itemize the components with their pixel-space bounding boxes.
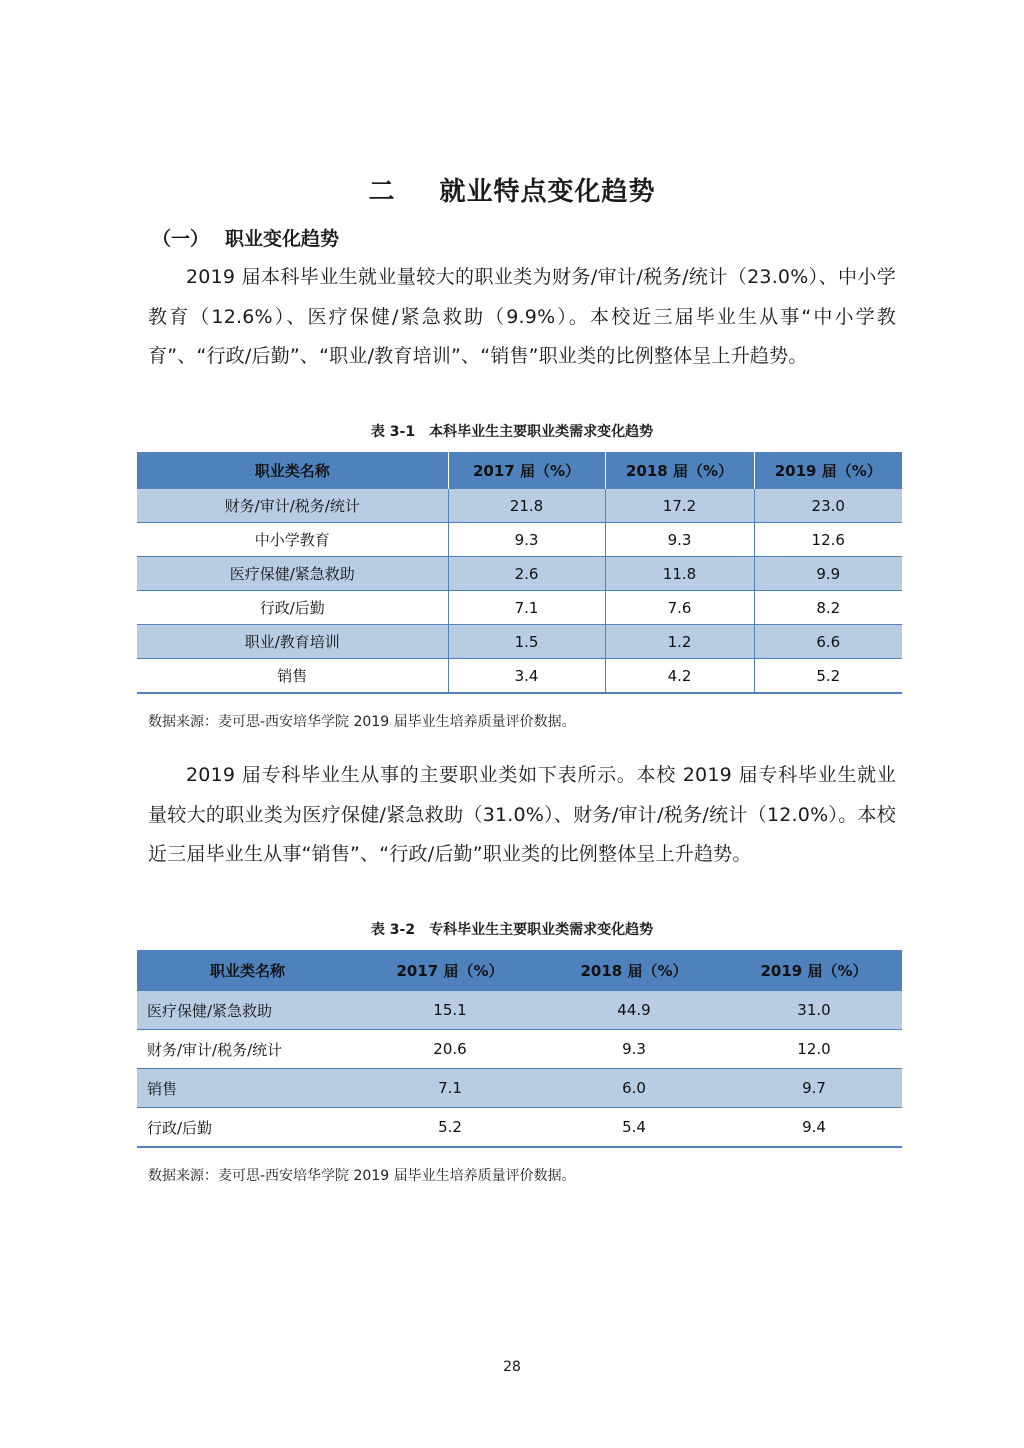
table-header-row [137,452,902,489]
table1-data-source: 数据来源：麦可思-西安培华学院 2019 届毕业生培养质量评价数据。 [148,714,576,730]
value-cell: 1.5 [448,625,605,659]
value-cell: 15.1 [358,991,542,1030]
value-cell: 3.4 [448,659,605,694]
value-cell: 9.7 [726,1069,902,1108]
value-cell: 44.9 [542,991,726,1030]
column-header: 2019 届（%） [726,950,902,991]
column-header: 2018 届（%） [605,452,754,489]
table-row [137,557,902,591]
table-row [137,1069,902,1108]
value-cell: 7.6 [605,591,754,625]
value-cell: 9.3 [605,523,754,557]
value-cell: 12.0 [726,1030,902,1069]
table-row [137,1030,902,1069]
value-cell: 31.0 [726,991,902,1030]
table-row [137,489,902,523]
chapter-heading [0,172,1024,212]
table-row [137,591,902,625]
table1-caption [0,422,1024,442]
paragraph-associate: 2019 届专科毕业生从事的主要职业类如下表所示。本校 2019 届专科毕业生就业量较大的职业类为医疗保健/紧急救助（31.0%）、财务/审计/税务/统计（12.0%）。本校近三届毕业生从事“销售”、“行政/后勤”职业类的比例整体呈上升趋势。 [148,764,896,865]
occupation-cell: 职业/教育培训 [137,625,448,659]
value-cell: 9.3 [542,1030,726,1069]
value-cell: 9.4 [726,1108,902,1148]
value-cell: 7.1 [358,1069,542,1108]
column-header: 职业类名称 [137,452,448,489]
chapter-number: 二 [368,177,396,207]
value-cell: 12.6 [754,523,902,557]
occupation-cell: 中小学教育 [137,523,448,557]
page-number: 28 [503,1359,521,1375]
section-title: 职业变化趋势 [225,228,340,250]
value-cell: 17.2 [605,489,754,523]
table2-caption-number: 表 3-2 [370,922,416,938]
occupation-cell: 行政/后勤 [137,1108,358,1148]
value-cell: 6.0 [542,1069,726,1108]
table-row [137,659,902,694]
column-header: 2019 届（%） [754,452,902,489]
value-cell: 8.2 [754,591,902,625]
value-cell: 2.6 [448,557,605,591]
table-associate-occupations [137,950,902,1148]
occupation-cell: 财务/审计/税务/统计 [137,1030,358,1069]
section-number: （一） [152,228,210,250]
value-cell: 23.0 [754,489,902,523]
table-row [137,625,902,659]
table-header-row [137,950,902,991]
occupation-cell: 行政/后勤 [137,591,448,625]
value-cell: 1.2 [605,625,754,659]
value-cell: 5.2 [358,1108,542,1148]
value-cell: 5.2 [754,659,902,694]
column-header: 职业类名称 [137,950,358,991]
value-cell: 9.3 [448,523,605,557]
table-undergraduate-occupations [137,452,902,694]
table2-data-source: 数据来源：麦可思-西安培华学院 2019 届毕业生培养质量评价数据。 [148,1168,576,1184]
value-cell: 5.4 [542,1108,726,1148]
table1-caption-number: 表 3-1 [370,424,416,440]
table2-caption-title: 专科毕业生主要职业类需求变化趋势 [429,922,654,938]
occupation-cell: 医疗保健/紧急救助 [137,557,448,591]
value-cell: 6.6 [754,625,902,659]
column-header: 2018 届（%） [542,950,726,991]
value-cell: 7.1 [448,591,605,625]
value-cell: 4.2 [605,659,754,694]
occupation-cell: 医疗保健/紧急救助 [137,991,358,1030]
section-heading [152,224,339,254]
value-cell: 11.8 [605,557,754,591]
occupation-cell: 财务/审计/税务/统计 [137,489,448,523]
table-row [137,523,902,557]
column-header: 2017 届（%） [448,452,605,489]
occupation-cell: 销售 [137,659,448,694]
table1-caption-title: 本科毕业生主要职业类需求变化趋势 [429,424,654,440]
paragraph-undergraduate: 2019 届本科毕业生就业量较大的职业类为财务/审计/税务/统计（23.0%）、中小学教育（12.6%）、医疗保健/紧急救助（9.9%）。本校近三届毕业生从事“中小学教育”、“行政/后勤”、“职业/教育培训”、“销售”职业类的比例整体呈上升趋势。 [148,266,896,367]
table-row [137,991,902,1030]
value-cell: 20.6 [358,1030,542,1069]
table2-caption [0,920,1024,940]
occupation-cell: 销售 [137,1069,358,1108]
table-row [137,1108,902,1148]
column-header: 2017 届（%） [358,950,542,991]
value-cell: 21.8 [448,489,605,523]
value-cell: 9.9 [754,557,902,591]
chapter-title: 就业特点变化趋势 [439,177,656,207]
